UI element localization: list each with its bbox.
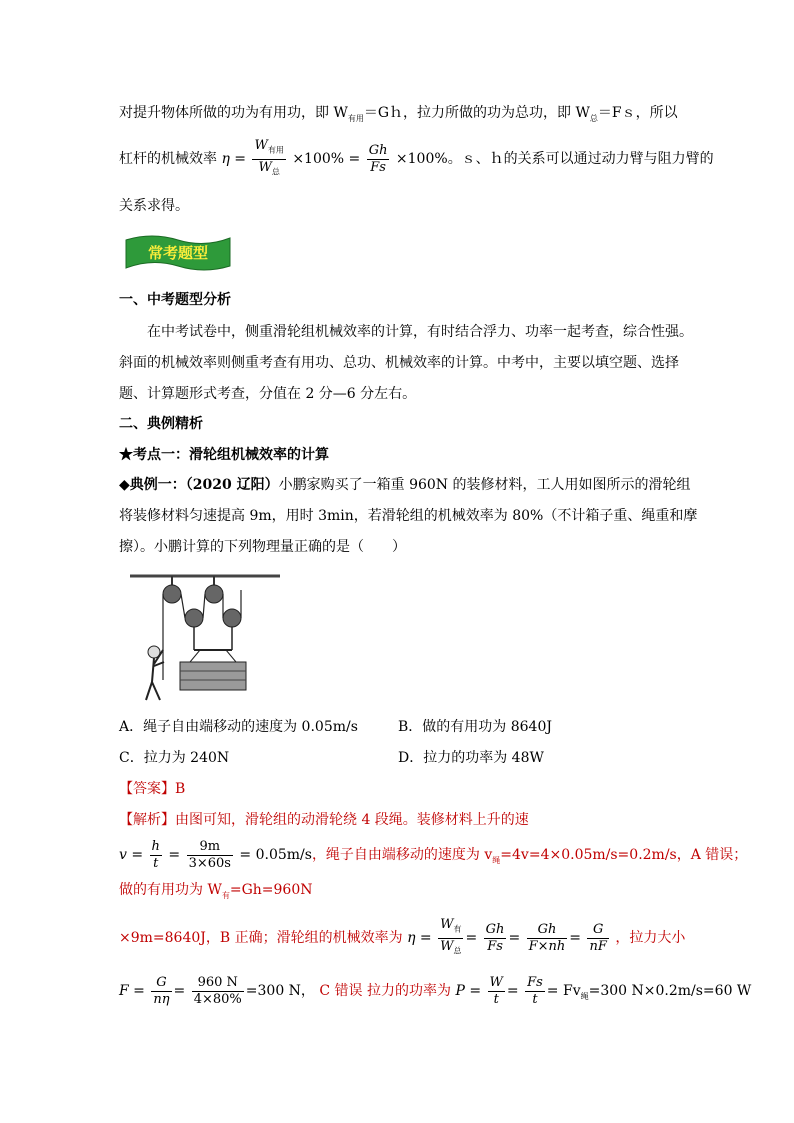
text: 由图可知，滑轮组的动滑轮绕 4 段绳。装修材料上升的速 — [175, 812, 529, 828]
numerator: G — [151, 975, 171, 992]
text: ，绳子自由端移动的速度为 v — [311, 847, 493, 863]
answer-label: 【答案】 — [119, 781, 175, 797]
text: =300 N， — [245, 983, 315, 999]
numerator: G — [587, 922, 608, 939]
analysis-line-5: F = $\frac{G}{n\eta}$ = $\frac{960 N}{4\times 80\%}$ =300 N， C 错误 拉力的功率为 P = $\frac{W}{t}$ = $\frac{Fs}{t}$ = $Fv_绳=300$ N×0.2m/s=60 W — [119, 974, 752, 1007]
text: ×9m=8640J，B 正确；滑轮组的机械效率为 — [119, 930, 403, 947]
subscript: 绳 — [492, 855, 501, 865]
text: 对提升物体所做的功为有用功，即 W — [119, 105, 348, 121]
exam-point-title: ★考点一：滑轮组机械效率的计算 — [119, 447, 329, 463]
text: =Gh=960N — [229, 882, 313, 898]
denominator: t — [532, 991, 538, 1007]
text: = Fv — [546, 983, 581, 999]
example-line-1 — [119, 475, 691, 495]
numerator: Gh — [527, 922, 568, 939]
text: ，拉力大小 — [615, 930, 686, 947]
fixed-pulley-2 — [205, 585, 223, 603]
pulley-system-figure — [130, 570, 280, 702]
text: ＝Gｈ，拉力所做的功为总功，即 W — [363, 105, 590, 121]
analysis-line-2 — [119, 837, 747, 879]
fraction-gh-over-fs — [484, 922, 507, 955]
fraction-w-useful-over-w-total — [252, 138, 285, 180]
denominator: W — [258, 159, 272, 175]
analysis-label: 【解析】 — [119, 812, 175, 828]
subscript: 总 — [589, 113, 598, 123]
subscript: 总 — [453, 946, 462, 956]
text: =300 N×0.2m/s=60 W — [588, 983, 752, 999]
section1-paragraph-line: 在中考试卷中，侧重滑轮组机械效率的计算，有时结合浮力、功率一起考查，综合性强。 — [147, 324, 693, 340]
subscript: 总 — [271, 167, 280, 177]
numerator: Gh — [485, 921, 505, 937]
numerator: 9m — [187, 839, 233, 856]
fraction-h-over-t — [150, 839, 162, 872]
fraction-w-over-t — [488, 975, 505, 1008]
fraction-g-over-n-eta — [151, 975, 171, 1008]
example-label: ◆典例一： — [119, 477, 186, 493]
option-a: A．绳子自由端移动的速度为 0.05m/s — [119, 719, 358, 735]
denominator: 4×80% — [193, 991, 242, 1007]
denominator: W — [440, 938, 454, 954]
text: 小鹏家购买了一箱重 960N 的装修材料，工人用如图所示的滑轮组 — [278, 477, 691, 493]
denominator: nη — [153, 991, 170, 1007]
fraction-960n-over-4x80 — [192, 975, 244, 1008]
numerator: h — [151, 838, 160, 854]
numerator: 960 N — [192, 975, 244, 992]
analysis-line-4: ×9m=8640J，B 正确；滑轮组的机械效率为 η = $\frac{W_有}{W_总}$ = $\frac{Gh}{Fs}$ = $\frac{Gh}{F\times nh}$ = $\frac{G}{nF}$ ，拉力大小 — [119, 917, 685, 959]
intro-line-1 — [119, 103, 678, 129]
subscript: 有用 — [347, 113, 364, 123]
denominator: F×nh — [528, 938, 566, 954]
text: 杠杆的机械效率 — [119, 151, 217, 168]
section-banner — [122, 232, 234, 274]
intro-line-2 — [119, 138, 714, 180]
text: 。ｓ、ｈ的关系可以通过动力臂与阻力臂的 — [447, 151, 714, 168]
answer-value: B — [175, 781, 186, 797]
analysis-line-3 — [119, 880, 312, 906]
text: F = — [119, 983, 145, 999]
option-b: B．做的有用功为 8640J — [398, 719, 552, 735]
subscript: 有 — [453, 924, 462, 934]
numerator: Gh — [368, 142, 388, 158]
answer-line — [119, 779, 185, 799]
fraction-gh-over-fs — [367, 143, 390, 176]
numerator: W — [254, 138, 268, 153]
option-d: D．拉力的功率为 48W — [398, 750, 544, 766]
section1-paragraph-line: 斜面的机械效率则侧重考查有用功、总功、机械效率的计算。中考中，主要以填空题、选择 — [119, 355, 679, 371]
section1-title: 一、中考题型分析 — [119, 292, 231, 308]
example-line-2: 将装修材料匀速提高 9m，用时 3min，若滑轮组的机械效率为 80%（不计箱子重、绳重和摩 — [119, 508, 698, 524]
option-c: C．拉力为 240N — [119, 750, 230, 766]
text: ＝Fｓ，所以 — [597, 105, 678, 121]
text: =4v=4×0.05m/s=0.2m/s，A 错误； — [500, 847, 748, 863]
example-line-3: 擦）。小鹏计算的下列物理量正确的是（ ） — [119, 539, 406, 555]
text: v = — [119, 847, 144, 863]
section2-title: 二、典例精析 — [119, 416, 203, 432]
numerator: W — [440, 917, 454, 932]
denominator: 3×60s — [188, 855, 231, 871]
fraction-gh-over-fnh — [527, 922, 568, 955]
analysis-line-1 — [119, 810, 529, 830]
banner-text: 常考题型 — [147, 244, 209, 262]
movable-pulley-1 — [185, 609, 203, 627]
section1-paragraph-line: 题、计算题形式考查，分值在 2 分—6 分左右。 — [119, 386, 417, 402]
numerator: W — [489, 974, 503, 990]
movable-pulley-2 — [223, 609, 241, 627]
denominator: nF — [589, 938, 607, 954]
text: P = — [455, 983, 482, 999]
fraction-g-over-nf — [587, 922, 608, 955]
example-source: （2020 辽阳） — [185, 477, 279, 493]
text: = 0.05m/s — [239, 847, 312, 863]
text: 做的有用功为 W — [119, 882, 222, 898]
subscript: 有用 — [267, 145, 284, 155]
fraction-fs-over-t — [525, 975, 545, 1008]
text: ×100% — [395, 151, 448, 168]
text: C 错误 拉力的功率为 — [319, 983, 452, 999]
text: ×100% = — [292, 151, 361, 168]
denominator: Fs — [370, 159, 386, 175]
numerator: Fs — [527, 974, 543, 990]
subscript: 绳 — [580, 991, 589, 1001]
intro-line-3: 关系求得。 — [119, 198, 189, 214]
text: = — [168, 847, 181, 863]
subscript: 有 — [221, 890, 230, 900]
material-box — [180, 662, 246, 690]
denominator: Fs — [487, 938, 503, 954]
eta-symbol: η = — [221, 151, 247, 168]
denominator: t — [493, 991, 499, 1007]
fraction-9m-over-180s — [187, 839, 233, 872]
fixed-pulley-1 — [163, 585, 181, 603]
fraction-w-useful-over-w-total — [438, 917, 463, 959]
denominator: t — [153, 855, 159, 871]
text: η = — [407, 930, 432, 947]
